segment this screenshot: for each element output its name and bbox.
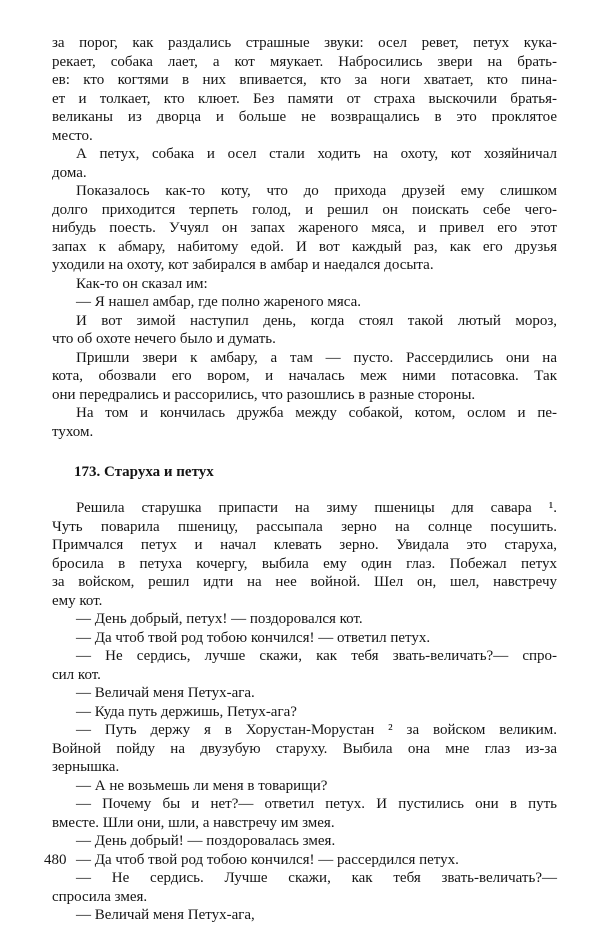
text-line: долго приходится терпеть голод, и решил он поискать себе чего- bbox=[52, 201, 557, 218]
paragraph bbox=[52, 684, 557, 703]
text-line: — Не сердись, лучше скажи, как тебя звать-величать?— спро- bbox=[76, 648, 557, 664]
text-line: что об охоте нечего было и думать. bbox=[52, 331, 276, 347]
paragraph bbox=[52, 293, 557, 312]
paragraph bbox=[52, 851, 557, 870]
text-line: кота, обозвали его вором, и началась меж ними потасовка. Так bbox=[52, 368, 557, 384]
paragraph bbox=[52, 275, 557, 294]
text-line: запах к абмару, набитому едой. И вот каждый раз, как его друзья bbox=[52, 238, 557, 255]
text-line: А петух, собака и осел стали ходить на охоту, кот хозяйничал bbox=[76, 146, 557, 162]
text-line: сил кот. bbox=[52, 666, 101, 683]
text-line: — Я нашел амбар, где полно жареного мяса. bbox=[76, 294, 361, 310]
paragraph bbox=[52, 34, 557, 145]
paragraph bbox=[52, 349, 557, 405]
text-line: — Да чтоб твой род тобою кончился! — ответил петух. bbox=[76, 629, 431, 646]
paragraph bbox=[52, 610, 557, 629]
text-line: Решила старушка припасти на зиму пшеницы для савара ¹. bbox=[76, 500, 557, 516]
text-line: они передрались и рассорились, что разошлись в разные стороны. bbox=[52, 386, 476, 403]
text-line: место. bbox=[52, 127, 93, 144]
text-line: за войском, решил идти на нее войной. Шел он, шел, навстречу bbox=[52, 574, 557, 590]
paragraph bbox=[52, 906, 557, 925]
paragraph bbox=[52, 182, 557, 275]
text-line: за порог, как раздались страшные звуки: осел ревет, петух кука- bbox=[52, 35, 557, 51]
paragraph bbox=[52, 145, 557, 182]
text-line: Примчался петух и начал клевать зерно. Увидала это старуха, bbox=[52, 537, 557, 553]
text-line: — Путь держу я в Хорустан-Морустан ² за войском великим. bbox=[76, 722, 557, 738]
text-line: бросила в петуха кочергу, выбила ему один глаз. Побежал петух bbox=[52, 555, 557, 572]
story-ending bbox=[52, 34, 557, 441]
text-line: ев: кто когтями в них впивается, кто за ноги хватает, кто пина- bbox=[52, 72, 557, 88]
story-heading: 173. Старуха и петух bbox=[74, 464, 214, 480]
text-line: зернышка. bbox=[52, 759, 120, 775]
paragraph bbox=[52, 869, 557, 906]
story-text bbox=[52, 499, 557, 925]
text-line: тухом. bbox=[52, 423, 94, 440]
text-line: — Не сердись. Лучше скажи, как тебя звать-величать?— bbox=[76, 870, 557, 886]
paragraph bbox=[52, 647, 557, 684]
paragraph bbox=[52, 795, 557, 832]
text-line: — А не возьмешь ли меня в товарищи? bbox=[76, 777, 328, 794]
paragraph bbox=[52, 832, 557, 851]
text-line: Чуть поварила пшеницу, рассыпала зерно на солнце посушить. bbox=[52, 518, 557, 535]
text-line: Как-то он сказал им: bbox=[76, 275, 208, 292]
paragraph bbox=[52, 629, 557, 648]
text-line: И вот зимой наступил день, когда стоял такой лютый мороз, bbox=[76, 312, 557, 329]
page-number: 480 bbox=[44, 852, 67, 868]
text-line: Пришли звери к амбару, а там — пусто. Рассердились они на bbox=[76, 349, 557, 366]
text-line: — Почему бы и нет?— ответил петух. И пустились они в путь bbox=[76, 796, 557, 812]
text-line: Войной пойду на двузубую старуху. Выбила она мне глаз из-за bbox=[52, 740, 557, 757]
text-line: ему кот. bbox=[52, 592, 103, 609]
text-line: великаны из дворца и больше не возвращались в это проклятое bbox=[52, 109, 557, 125]
text-line: — День добрый, петух! — поздоровался кот. bbox=[76, 611, 363, 627]
text-line: спросила змея. bbox=[52, 888, 148, 905]
paragraph bbox=[52, 499, 557, 610]
paragraph bbox=[52, 703, 557, 722]
text-line: Показалось как-то коту, что до прихода друзей ему слишком bbox=[76, 183, 557, 199]
paragraph bbox=[52, 777, 557, 796]
paragraph bbox=[52, 312, 557, 349]
text-line: уходили на охоту, кот забирался в амбар и наедался досыта. bbox=[52, 257, 434, 273]
text-line: На том и кончилась дружба между собакой, котом, ослом и пе- bbox=[76, 405, 557, 421]
text-line: нибудь поесть. Учуял он запах жареного мяса, и привел его этот bbox=[52, 220, 557, 236]
text-line: — День добрый! — поздоровалась змея. bbox=[76, 833, 336, 849]
page-text bbox=[52, 34, 557, 925]
text-line: — Величай меня Петух-ага. bbox=[76, 685, 255, 701]
text-line: — Величай меня Петух-ага, bbox=[76, 907, 255, 923]
text-line: ет и толкает, кто клюет. Без памяти от страха выскочили братья- bbox=[52, 90, 557, 107]
text-line: — Куда путь держишь, Петух-ага? bbox=[76, 703, 297, 720]
text-line: рекает, собака лает, а кот мяукает. Набросились звери на брать- bbox=[52, 53, 557, 70]
text-line: вместе. Шли они, шли, а навстречу им змея. bbox=[52, 814, 335, 831]
text-line: — Да чтоб твой род тобою кончился! — рассердился петух. bbox=[76, 851, 459, 868]
paragraph bbox=[52, 404, 557, 441]
text-line: дома. bbox=[52, 164, 87, 181]
paragraph bbox=[52, 721, 557, 777]
